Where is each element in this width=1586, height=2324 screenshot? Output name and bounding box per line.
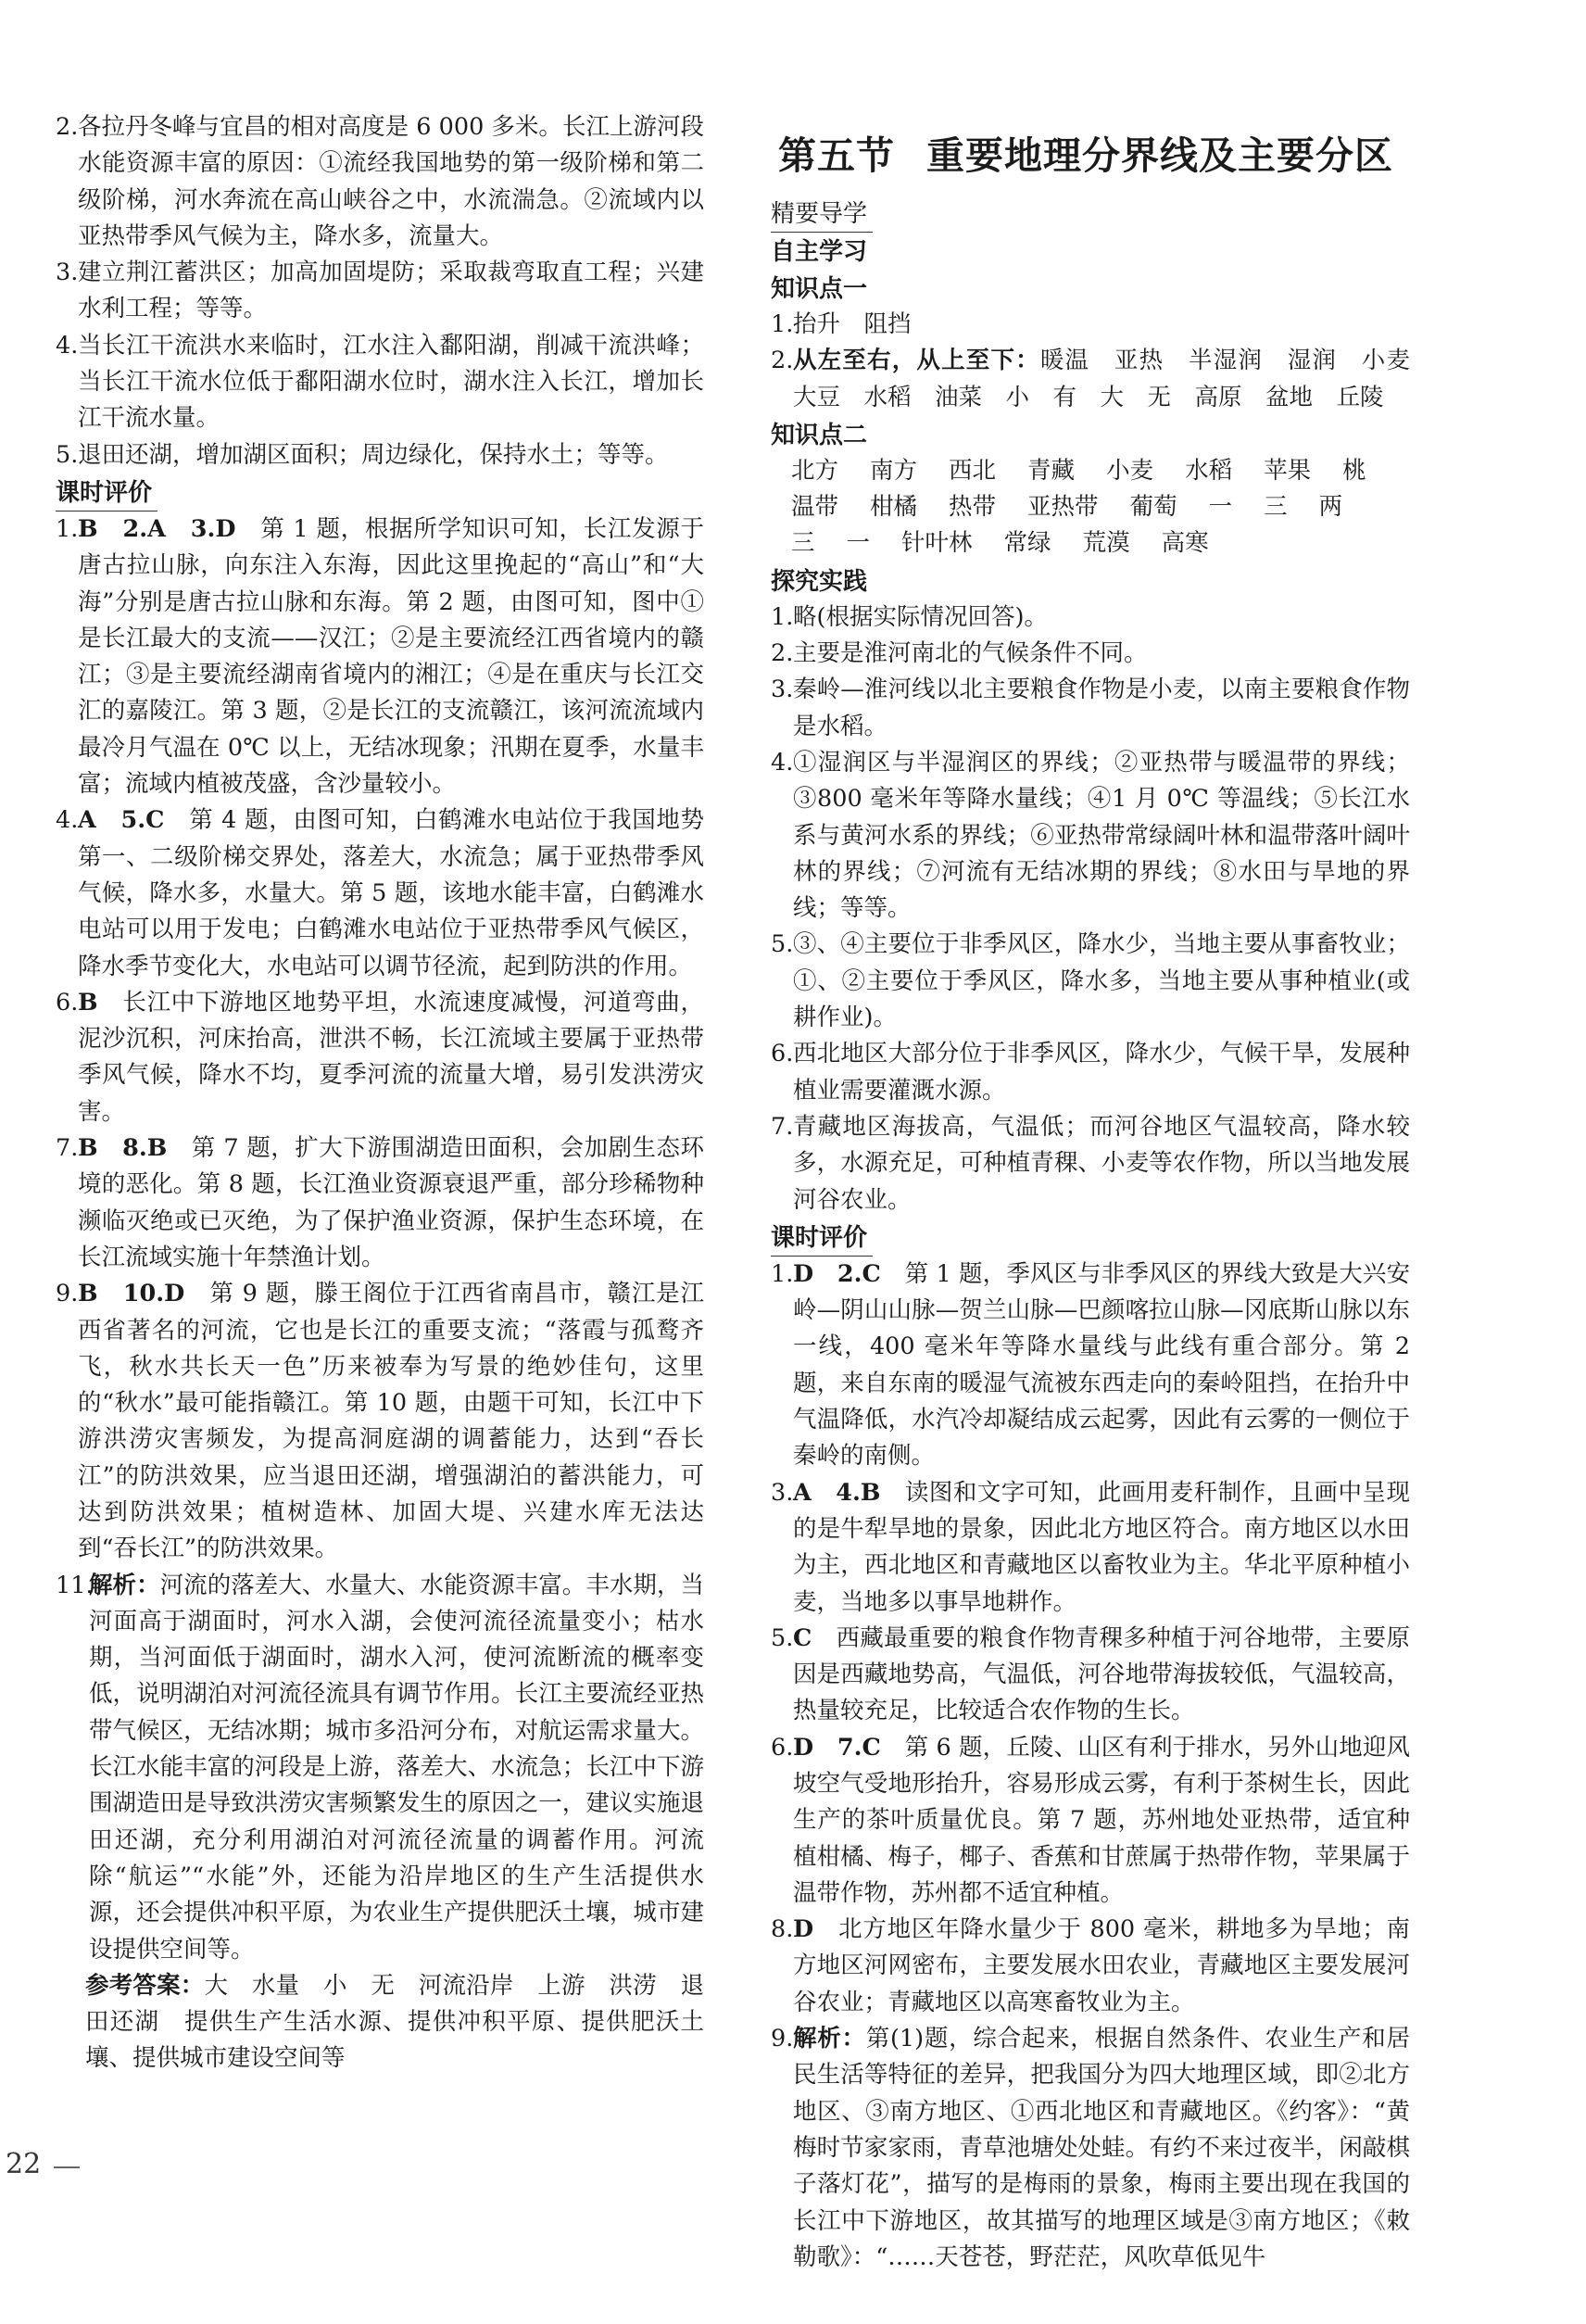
item-text: 各拉丹冬峰与宜昌的相对高度是 6 000 多米。长江上游河段水能资源丰富的原因：①流经我国地势的第一级阶梯和第二级阶梯，河水奔流在高山峡谷之中，水流湍急。②流域内以亚热带季风气候为主，降水多，流量大。 bbox=[78, 113, 704, 250]
answer-key: B 2.A 3.D bbox=[78, 514, 236, 543]
item-body bbox=[793, 343, 1434, 416]
item-lead: 从左至右，从上至下： bbox=[793, 347, 1040, 375]
item-body bbox=[78, 437, 704, 474]
item-body bbox=[793, 1475, 1410, 1621]
answer-item bbox=[56, 985, 704, 1130]
item-text: 当长江干流洪水来临时，江水注入鄱阳湖，削减干流洪峰；当长江干流水位低于鄱阳湖水位时，湖水注入长江，增加长江干流水量。 bbox=[78, 331, 704, 433]
knowledge-word: 三 bbox=[791, 529, 815, 558]
answer-item bbox=[771, 600, 1410, 636]
item-number: 3. bbox=[771, 676, 794, 704]
knowledge-word: 两 bbox=[1318, 493, 1343, 522]
item-body bbox=[78, 109, 704, 255]
item-text: 青藏地区海拔高，气温低；而河谷地区气温较高，降水较多，水源充足，可种植青稞、小麦等农作物，所以当地发展河谷农业。 bbox=[793, 1112, 1410, 1214]
item-text: 长江中下游地区地势平坦，水流速度减慢，河道弯曲，泥沙沉积，河床抬高，泄洪不畅，长江流域主要属于亚热带季风气候，降水不均，夏季河流的流量大增，易引发洪涝灾害。 bbox=[78, 988, 704, 1126]
lesson-eval-answers-left bbox=[56, 512, 704, 1968]
item-text: 秦岭—淮河线以北主要粮食作物是小麦，以南主要粮食作物是水稻。 bbox=[793, 676, 1410, 740]
item-text: 第 7 题，扩大下游围湖造田面积，会加剧生态环境的恶化。第 8 题，长江渔业资源衰退严重，部分珍稀物种濒临灭绝或已灭绝，为了保护渔业资源，保护生态环境，在长江流域实施十年禁渔计划。 bbox=[78, 1134, 704, 1271]
answer-item bbox=[56, 1276, 704, 1567]
answer-key: A 4.B bbox=[793, 1478, 881, 1507]
answer-key: D 7.C bbox=[793, 1733, 881, 1762]
item-number: 6. bbox=[771, 1733, 794, 1762]
knowledge-word: 小麦 bbox=[1106, 456, 1154, 485]
item-text: 暖温 亚热 半湿润 湿润 小麦 大豆 水稻 油菜 小 有 大 无 高原 盆地 丘陵 bbox=[793, 347, 1434, 411]
guide-heading: 精要导学 bbox=[771, 196, 1410, 233]
answer-item bbox=[56, 255, 704, 328]
section-title bbox=[778, 128, 1410, 183]
item-number: 6. bbox=[56, 988, 79, 1017]
item-body bbox=[78, 985, 704, 1130]
knowledge-word: 针叶林 bbox=[901, 529, 973, 558]
item-body bbox=[793, 307, 1410, 343]
item-text: ①湿润区与半湿润区的界线；②亚热带与暖温带的界线；③800 毫米年等降水量线；④1 月 0℃ 等温线；⑤长江水系与黄河水系的界线；⑥亚热带常绿阔叶林和温带落叶阔叶林的界线；⑦河流有无结冰期的界线；⑧水田与旱地的界线；等等。 bbox=[793, 748, 1410, 923]
item-text: 第 1 题，季风区与非季风区的界线大致是大兴安岭—阴山山脉—贺兰山脉—巴颜喀拉山脉—冈底斯山脉以东一线，400 毫米年等降水量线与此线有重合部分。第 2 题，来自东南的暖湿气流被东西走向的秦岭阻挡，在抬升中气温降低，水汽冷却凝结成云起雾，因此有云雾的一侧位于秦岭的南侧。 bbox=[793, 1259, 1410, 1471]
knowledge-word: 一 bbox=[1208, 493, 1233, 522]
knowledge-point-1-heading: 知识点一 bbox=[771, 275, 868, 303]
answer-key: B 8.B bbox=[78, 1134, 168, 1163]
answer-item bbox=[771, 1036, 1410, 1109]
knowledge-word: 南方 bbox=[870, 456, 918, 485]
knowledge-word: 常绿 bbox=[1003, 529, 1051, 558]
item-text: 河流的落差大、水量大、水能资源丰富。丰水期，当河面高于湖面时，河水入湖，会使河流径流量变小；枯水期，当河面低于湖面时，湖水入河，使河流断流的概率变低，说明湖泊对河流径流具有调节作用。长江主要流经亚热带气候区，无结冰期；城市多沿河分布，对航运需求量大。长江水能丰富的河段是上游，落差大、水流急；长江中下游围湖造田是导致洪涝灾害频繁发生的原因之一，建议实施退田还湖，充分利用湖泊对河流径流量的调蓄作用。河流除“航运”“水能”外，还能为沿岸地区的生产生活提供水源，还会提供冲积平原，为农业生产提供肥沃土壤，城市建设提供空间等。 bbox=[89, 1571, 704, 1964]
item-body bbox=[793, 672, 1410, 745]
item-body bbox=[78, 255, 704, 328]
item-body bbox=[793, 745, 1410, 927]
item-text: 第 1 题，根据所学知识可知，长江发源于唐古拉山脉，向东注入东海，因此这里挽起的“高山”和“大海”分别是唐古拉山脉和东海。第 2 题，由图可知，图中①是长江最大的支流——汉江；②是主要流经江西省境内的赣江；③是主要流经湖南省境内的湘江；④是在重庆与长江交汇的嘉陵江。第 3 题，②是长江的支流赣江，该河流流域内最冷月气温在 0℃ 以上，无结冰现象；汛期在夏季，水量丰富；流域内植被茂盛，含沙量较小。 bbox=[78, 514, 704, 799]
item-text: 抬升 阻挡 bbox=[793, 310, 912, 338]
item-body bbox=[78, 1276, 704, 1567]
section-heading-lesson-eval-right: 课时评价 bbox=[771, 1220, 1410, 1257]
item-body bbox=[793, 600, 1410, 636]
item-body bbox=[793, 636, 1410, 672]
intro-answers bbox=[56, 109, 704, 474]
item-number: 2. bbox=[771, 639, 794, 668]
item-number: 2. bbox=[771, 347, 794, 375]
item-number: 1. bbox=[771, 1259, 794, 1288]
item-text: 第 6 题，丘陵、山区有利于排水，另外山地迎风坡空气受地形抬升，容易形成云雾，有利于茶树生长，因此生产的茶叶质量优良。第 7 题，苏州地处亚热带，适宜种植柑橘、梅子，椰子、香蕉和甘蔗属于热带作物，苹果属于温带作物，苏州都不适宜种植。 bbox=[793, 1733, 1410, 1907]
answer-key: C bbox=[793, 1623, 812, 1652]
answer-key: D 2.C bbox=[793, 1259, 881, 1288]
knowledge-word: 热带 bbox=[949, 493, 997, 522]
knowledge-word: 柑橘 bbox=[870, 493, 918, 522]
item-body bbox=[793, 2021, 1410, 2276]
knowledge-word: 苹果 bbox=[1264, 456, 1312, 485]
self-study-heading: 自主学习 bbox=[771, 238, 868, 266]
knowledge-word: 西北 bbox=[949, 456, 997, 485]
answer-item bbox=[771, 636, 1410, 672]
knowledge-word: 高寒 bbox=[1161, 529, 1209, 558]
item-number: 6. bbox=[771, 1040, 794, 1068]
item-body bbox=[793, 1036, 1410, 1109]
item-number: 4. bbox=[56, 806, 79, 835]
knowledge-word: 一 bbox=[846, 529, 871, 558]
item-number: 3. bbox=[771, 1478, 794, 1507]
answer-item bbox=[771, 1109, 1410, 1219]
item-text: 西藏最重要的粮食作物青稞多种植于河谷地带，主要原因是西藏地势高，气温低，河谷地带海拔较低，气温较高，热量较充足，比较适合农作物的生长。 bbox=[793, 1623, 1410, 1725]
item-number: 5. bbox=[771, 930, 794, 959]
knowledge-word: 荒漠 bbox=[1082, 529, 1130, 558]
item-text: 第(1)题，综合起来，根据自然条件、农业生产和居民生活等特征的差异，把我国分为四大地理区域，即②北方地区、③南方地区、①西北地区和青藏地区。《约客》：“黄梅时节家家雨，青草池塘处处蛙。有约不来过夜半，闲敲棋子落灯花”，描写的是梅雨的景象，梅雨主要出现在我国的长江中下游地区，故其描写的地理区域是③南方地区；《敕勒歌》：“……天苍苍，野茫茫，风吹草低见牛 bbox=[793, 2025, 1410, 2271]
section-number: 第五节 bbox=[778, 133, 895, 178]
item-body bbox=[89, 1568, 704, 1968]
lesson-eval-answers-right bbox=[771, 1257, 1410, 2276]
item-number: 5. bbox=[56, 440, 79, 469]
item-number: 7. bbox=[56, 1134, 79, 1163]
knowledge-point-2-words bbox=[771, 453, 1410, 562]
answer-item bbox=[771, 1621, 1410, 1730]
answer-key: 解析： bbox=[89, 1571, 160, 1599]
item-number: 1. bbox=[771, 602, 794, 631]
item-body bbox=[78, 328, 704, 437]
answer-item bbox=[771, 343, 1434, 416]
item-body bbox=[793, 1109, 1410, 1219]
right-column bbox=[771, 109, 1434, 2276]
item-body bbox=[793, 927, 1410, 1036]
answer-item bbox=[56, 328, 704, 437]
item-body bbox=[78, 802, 704, 984]
page-number-rule bbox=[54, 2166, 80, 2168]
answer-item bbox=[56, 1130, 704, 1276]
answer-key: 解析： bbox=[793, 2025, 866, 2053]
answer-item bbox=[771, 2021, 1410, 2276]
item-text: 略(根据实际情况回答)。 bbox=[793, 602, 1048, 631]
answer-item bbox=[771, 1912, 1410, 2021]
item-number: 4. bbox=[771, 748, 794, 777]
item-number: 8. bbox=[771, 1915, 794, 1944]
item-text: 主要是淮河南北的气候条件不同。 bbox=[793, 639, 1148, 668]
answer-item bbox=[771, 307, 1410, 343]
item-text: 退田还湖，增加湖区面积；周边绿化，保持水土；等等。 bbox=[78, 440, 669, 469]
knowledge-word: 北方 bbox=[791, 456, 839, 485]
item-number: 2. bbox=[56, 113, 79, 141]
item-number: 9. bbox=[56, 1280, 79, 1308]
knowledge-word: 水稻 bbox=[1185, 456, 1233, 485]
item-text: 建立荆江蓄洪区；加高加固堤防；采取裁弯取直工程；兴建水利工程；等等。 bbox=[78, 259, 704, 323]
item-text: ③、④主要位于非季风区，降水少，当地主要从事畜牧业；①、②主要位于季风区，降水多，当地主要从事种植业(或耕作业)。 bbox=[793, 930, 1410, 1032]
answer-item bbox=[771, 1257, 1410, 1475]
item-text: 北方地区年降水量少于 800 毫米，耕地多为旱地；南方地区河网密布，主要发展水田农业，青藏地区主要发展河谷农业；青藏地区以高寒畜牧业为主。 bbox=[793, 1915, 1410, 2016]
answer-item bbox=[771, 927, 1410, 1036]
knowledge-word: 温带 bbox=[791, 493, 839, 522]
answer-item bbox=[56, 802, 704, 984]
item-number: 7. bbox=[771, 1112, 794, 1141]
answer-key: A 5.C bbox=[78, 806, 165, 835]
knowledge-point-1 bbox=[771, 307, 1434, 416]
knowledge-word: 桃 bbox=[1342, 456, 1366, 485]
item-body bbox=[78, 512, 704, 802]
item-number: 5. bbox=[771, 1623, 794, 1652]
practice-answers bbox=[771, 600, 1410, 1219]
section-name: 重要地理分界线及主要分区 bbox=[926, 133, 1393, 178]
item-text: 西北地区大部分位于非季风区，降水少，气候干旱，发展种植业需要灌溉水源。 bbox=[793, 1040, 1410, 1105]
knowledge-word: 三 bbox=[1264, 493, 1288, 522]
page-number: 22 bbox=[6, 2148, 42, 2180]
item-text: 读图和文字可知，此画用麦秆制作，且画中呈现的是牛犁旱地的景象，因此北方地区符合。南方地区以水田为主，西北地区和青藏地区以畜牧业为主。华北平原种植小麦，当地多以事旱地耕作。 bbox=[793, 1478, 1410, 1616]
answer-key: D bbox=[793, 1915, 814, 1944]
item-body bbox=[78, 1130, 704, 1276]
item-number: 3. bbox=[56, 259, 79, 287]
answer-item bbox=[771, 1730, 1410, 1912]
item-text: 第 9 题，滕王阁位于江西省南昌市，赣江是江西省著名的河流，它也是长江的重要支流；“落霞与孤鹜齐飞，秋水共长天一色”历来被奉为写景的绝妙佳句，这里的“秋水”最可能指赣江。第 10 题，由题干可知，长江中下游洪涝灾害频发，为提高洞庭湖的调蓄能力，达到“吞长江”的防洪效果，应当退田还湖，增强湖泊的蓄洪能力，可达到防洪效果；植树造林、加固大堤、兴建水库无法达到“吞长江”的防洪效果。 bbox=[78, 1280, 704, 1563]
item-body bbox=[793, 1912, 1410, 2021]
knowledge-word: 青藏 bbox=[1027, 456, 1076, 485]
reference-answer: 参考答案：大 水量 小 无 河流沿岸 上游 洪涝 退田还湖 提供生产生活水源、提供冲积平原、提供肥沃土壤、提供城市建设空间等 bbox=[85, 1971, 704, 2073]
answer-key: B bbox=[78, 988, 98, 1017]
practice-heading: 探究实践 bbox=[771, 567, 868, 596]
answer-item bbox=[56, 109, 704, 255]
item-number: 9. bbox=[771, 2025, 794, 2053]
item-text: 第 4 题，由图可知，白鹤滩水电站位于我国地势第一、二级阶梯交界处，落差大，水流急；属于亚热带季风气候，降水多，水量大。第 5 题，该地水能丰富，白鹤滩水电站可以用于发电；白鹤滩水电站位于亚热带季风气候区，降水季节变化大，水电站可以调节径流，起到防洪的作用。 bbox=[78, 806, 704, 980]
item-body bbox=[793, 1730, 1410, 1912]
item-number: 11. bbox=[56, 1571, 94, 1599]
answer-item bbox=[771, 672, 1410, 745]
answer-item bbox=[56, 437, 704, 474]
item-body bbox=[793, 1257, 1410, 1475]
item-number: 1. bbox=[771, 310, 794, 338]
answer-key: B 10.D bbox=[78, 1280, 185, 1308]
item-number: 4. bbox=[56, 331, 79, 360]
answer-item bbox=[56, 1568, 704, 1968]
section-heading-lesson-eval-left: 课时评价 bbox=[56, 475, 704, 512]
knowledge-word: 亚热带 bbox=[1027, 493, 1099, 522]
answer-item bbox=[771, 1475, 1410, 1621]
left-column bbox=[56, 109, 704, 2078]
answer-item bbox=[771, 745, 1410, 927]
item-body bbox=[793, 1621, 1410, 1730]
knowledge-word: 葡萄 bbox=[1129, 493, 1177, 522]
answer-item bbox=[56, 512, 704, 802]
knowledge-point-2-heading: 知识点二 bbox=[771, 421, 868, 449]
item-number: 1. bbox=[56, 514, 79, 543]
